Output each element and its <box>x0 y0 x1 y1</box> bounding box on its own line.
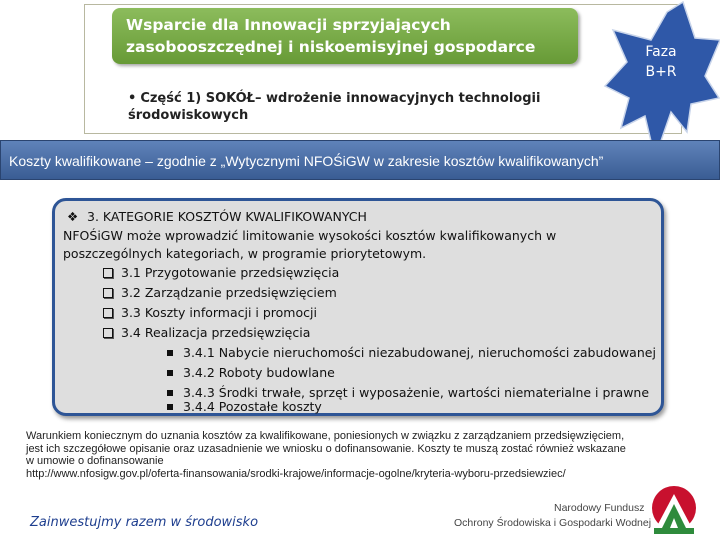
list-item-label: 3.3 Koszty informacji i promocji <box>121 305 317 320</box>
criteria-link[interactable]: http://www.nfosigw.gov.pl/oferta-finansowania/srodki-krajowe/informacje-ogolne/kryteria-wyboru-przedsiewziec/ <box>26 467 566 480</box>
list-item <box>103 265 339 280</box>
square-bullet-icon <box>167 404 173 410</box>
checkbox-bullet-icon <box>103 308 113 318</box>
sub-list-item-label: 3.4.3 Środki trwałe, sprzęt i wyposażenie, wartości niematerialne i prawne <box>183 385 650 400</box>
category-heading-row <box>67 209 367 224</box>
list-item <box>103 325 310 340</box>
cost-categories-box <box>52 198 664 416</box>
square-bullet-icon <box>167 370 173 376</box>
sub-list-item-label: 3.4.4 Pozostałe koszty <box>183 399 322 414</box>
fund-name-line-2: Ochrony Środowiska i Gospodarki Wodnej <box>454 517 652 529</box>
list-item <box>103 305 317 320</box>
sub-list-item <box>167 399 322 414</box>
phase-label-line-1: Faza <box>645 44 677 60</box>
note-line-3: w umowie o dofinansowanie <box>26 455 164 468</box>
costs-banner-text: Koszty kwalifikowane – zgodnie z „Wytycznymi NFOŚiGW w zakresie kosztów kwalifikowanych” <box>9 153 604 169</box>
part-description <box>128 90 548 124</box>
part-line-2: środowiskowych <box>128 108 249 123</box>
phase-label-line-2: B+R <box>645 64 677 80</box>
note-line-1: Warunkiem koniecznym do uznania kosztów za kwalifikowane, poniesionych w związku z zarządzaniem przedsięwzięciem, <box>26 430 625 442</box>
sub-list-item-label: 3.4.2 Roboty budowlane <box>183 365 335 380</box>
square-bullet-icon <box>167 350 173 356</box>
checkbox-bullet-icon <box>103 268 113 278</box>
list-item-label: 3.2 Zarządzanie przedsięwzięciem <box>121 285 337 300</box>
phase-label <box>630 42 692 82</box>
sub-list-item <box>167 385 649 400</box>
costs-banner <box>0 140 720 180</box>
category-intro-line-1: NFOŚiGW może wprowadzić limitowanie wysokości kosztów kwalifikowanych w <box>63 228 557 243</box>
title-banner <box>112 8 578 64</box>
title-line-1: Wsparcie dla Innowacji sprzyjających <box>126 16 451 34</box>
title-line-2: zasobooszczędnej i niskoemisyjnej gospodarce <box>126 38 536 56</box>
square-bullet-icon <box>167 390 173 396</box>
note-line-2: jest ich szczegółowe opisanie oraz uzasadnienie we wniosku o dofinansowanie. Koszty te muszą zostać również wskazane <box>26 442 626 455</box>
eligibility-note <box>26 430 706 480</box>
diamond-bullet-icon: ❖ <box>67 209 79 224</box>
list-item-label: 3.4 Realizacja przedsięwzięcia <box>121 325 311 340</box>
list-item <box>103 285 337 300</box>
sub-list-item <box>167 345 656 360</box>
fund-name-line-1: Narodowy Fundusz <box>554 502 645 514</box>
sub-list-item-label: 3.4.1 Nabycie nieruchomości niezabudowanej, nieruchomości zabudowanej <box>183 345 656 360</box>
list-item-label: 3.1 Przygotowanie przedsięwzięcia <box>121 265 340 280</box>
part-bullet: • <box>128 91 137 106</box>
part-line-1: Część 1) SOKÓŁ– wdrożenie innowacyjnych technologii <box>140 91 541 106</box>
checkbox-bullet-icon <box>103 288 113 298</box>
category-intro-line-2: poszczególnych kategoriach, w programie priorytetowym. <box>63 246 427 261</box>
footer-slogan: Zainwestujmy razem w środowisko <box>30 515 259 530</box>
nfosigw-logo-icon <box>650 484 698 540</box>
checkbox-bullet-icon <box>103 328 113 338</box>
category-heading: 3. KATEGORIE KOSZTÓW KWALIFIKOWANYCH <box>87 209 367 224</box>
sub-list-item <box>167 365 335 380</box>
